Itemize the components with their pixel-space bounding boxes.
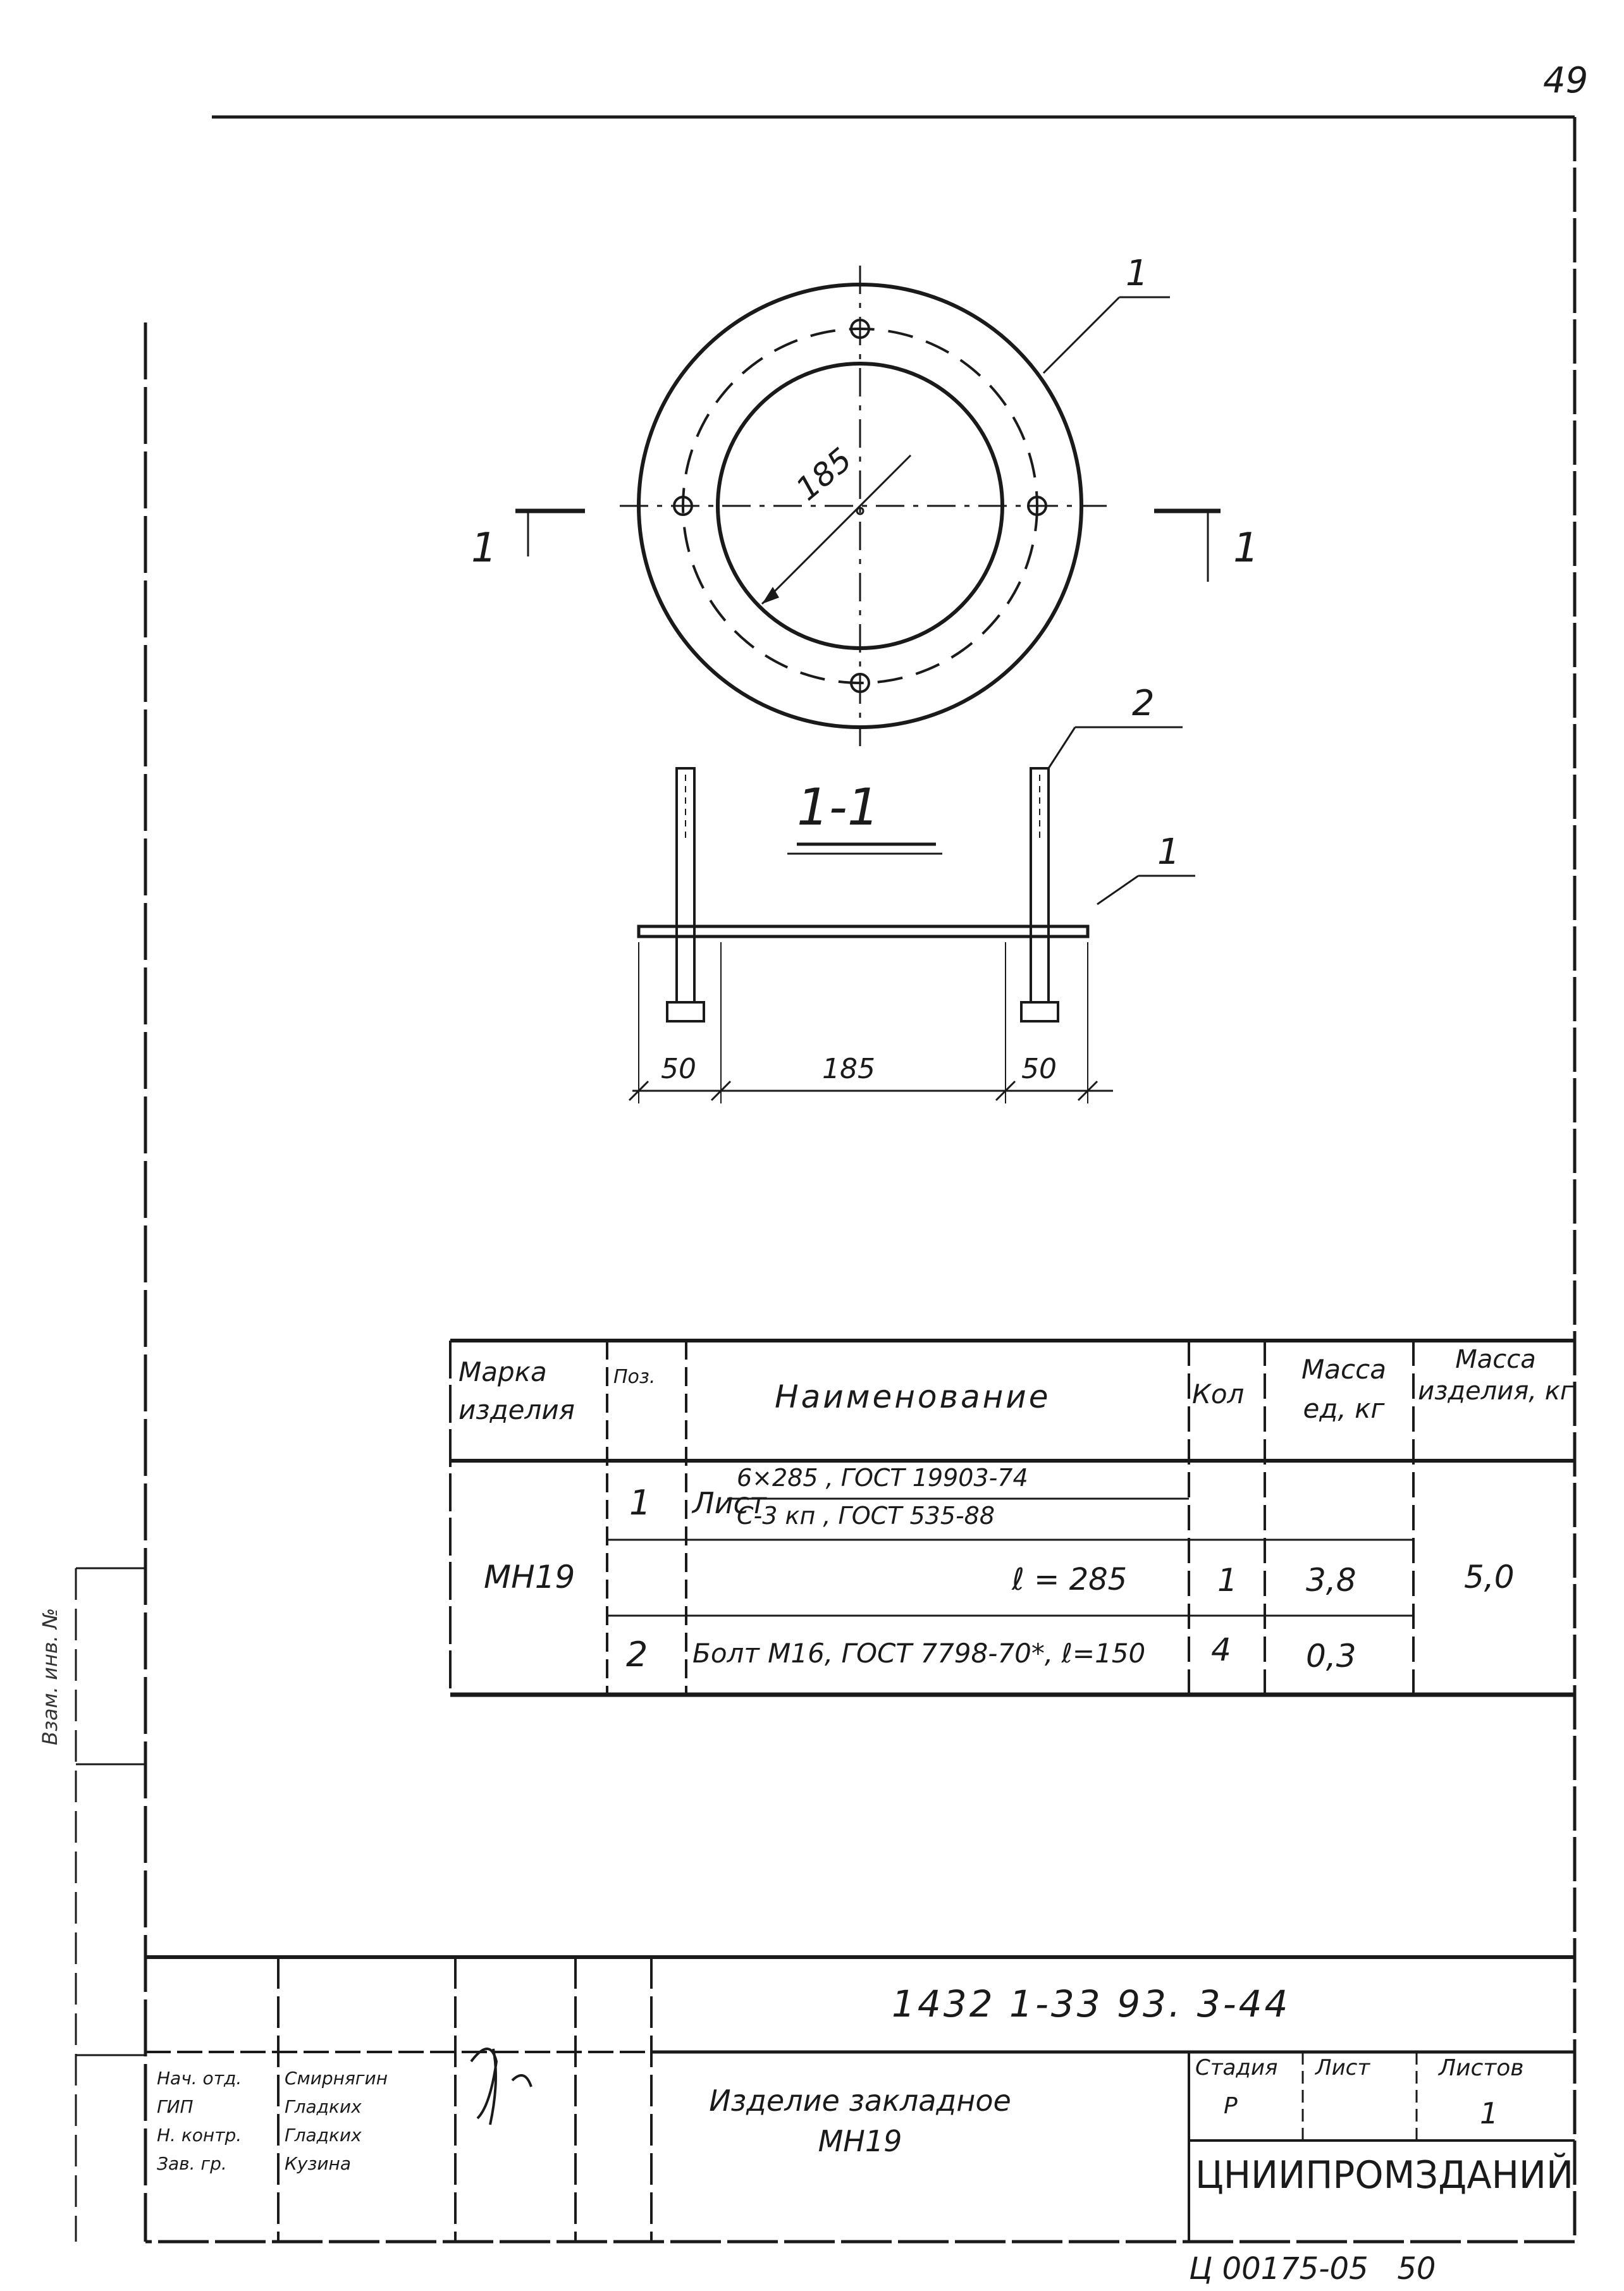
name-3: Гладких (285, 2125, 362, 2146)
header-mass-unit: Масса ед, кг (1301, 1354, 1386, 1424)
document-code: 1432 1-33 93. 3-44 (892, 1982, 1291, 2025)
signature-mark (471, 2049, 531, 2125)
diameter-label: 185 (789, 441, 859, 508)
sheets-value: 1 (1480, 2096, 1499, 2130)
row2-name: ℓ = 285 (1012, 1562, 1128, 1597)
row1-pos: 1 (629, 1483, 651, 1523)
section-mark-right: 1 (1233, 525, 1259, 572)
total-mass: 5,0 (1464, 1559, 1515, 1595)
section-view (629, 727, 1195, 1103)
dim-right: 50 (1021, 1053, 1057, 1085)
role-1: Нач. отд. (157, 2068, 242, 2089)
role-4: Зав. гр. (157, 2153, 227, 2174)
row3-mass: 0,3 (1306, 1638, 1356, 1674)
name-2: Гладких (285, 2096, 362, 2117)
plan-view-ring (515, 266, 1221, 746)
name-1: Смирнягин (285, 2068, 388, 2089)
header-name: Наименование (775, 1379, 1051, 1415)
header-pos: Поз. (613, 1366, 656, 1388)
bolt-callout-label: 2 (1132, 683, 1155, 724)
product-mark: МН19 (484, 1559, 575, 1595)
dim-center: 185 (822, 1053, 875, 1085)
footer-code: Ц 00175-05 50 (1189, 2251, 1436, 2287)
row3-name: Болт М16, ГОСТ 7798-70*, ℓ=150 (692, 1638, 1146, 1669)
organization-name: ЦНИИПРОМЗДАНИЙ (1195, 2153, 1574, 2197)
section-title: 1-1 (797, 778, 880, 837)
role-2: ГИП (157, 2096, 194, 2117)
row1-name-bottom: С-3 кп , ГОСТ 535-88 (737, 1502, 995, 1530)
header-qty: Кол (1192, 1379, 1245, 1410)
role-3: Н. контр. (157, 2125, 242, 2146)
sheet-callout-label: 1 (1157, 832, 1180, 873)
sheet-label: Лист (1315, 2055, 1370, 2080)
row3-pos: 2 (626, 1635, 648, 1674)
product-title: Изделие закладное МН19 (709, 2084, 1011, 2158)
sheets-label: Листов (1439, 2055, 1524, 2081)
section-mark-left: 1 (471, 525, 497, 572)
stage-value: Р (1224, 2093, 1238, 2119)
header-mark: Марка изделия (458, 1356, 575, 1425)
row3-qty: 4 (1211, 1631, 1231, 1668)
name-4: Кузина (285, 2153, 351, 2174)
stage-label: Стадия (1195, 2055, 1278, 2080)
row1-name-top: 6×285 , ГОСТ 19903-74 (737, 1464, 1028, 1492)
row1-name-prefix: Лист (692, 1486, 766, 1520)
ring-callout-label: 1 (1126, 253, 1148, 294)
page-number: 49 (1543, 60, 1589, 101)
row2-mass: 3,8 (1306, 1562, 1356, 1599)
header-mass-item: Масса изделия, кг (1418, 1345, 1573, 1406)
row2-qty: 1 (1217, 1562, 1238, 1599)
dim-left: 50 (661, 1053, 696, 1085)
side-stamp: Взам. инв. № (38, 1607, 62, 1745)
